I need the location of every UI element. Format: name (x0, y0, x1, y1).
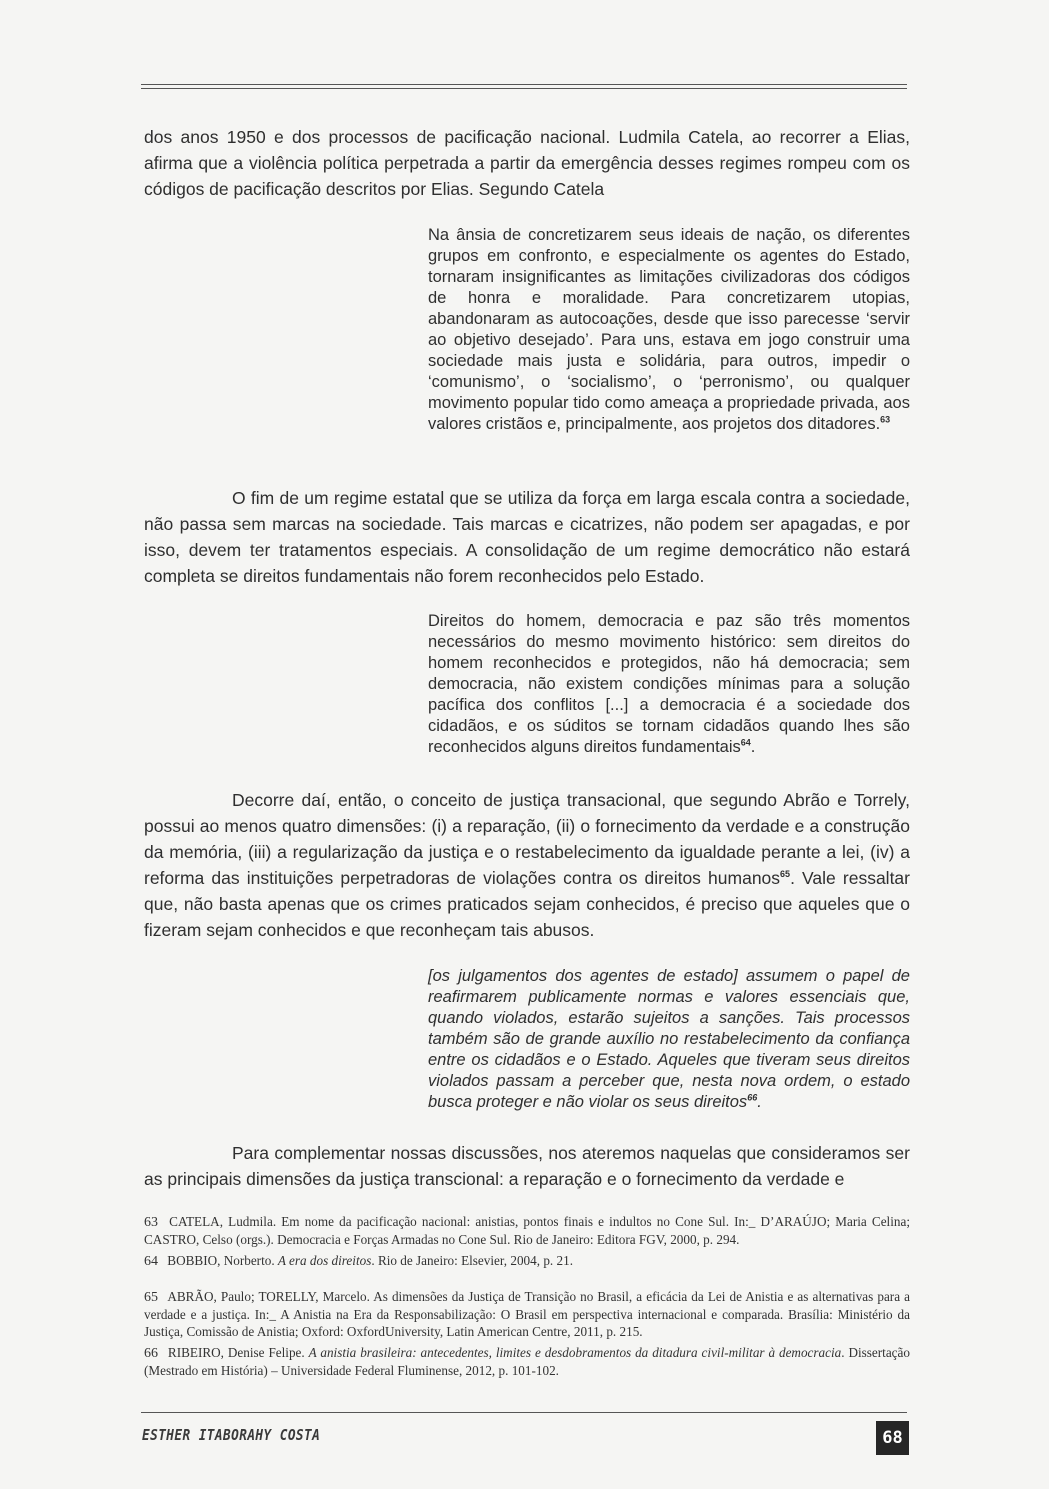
paragraph: dos anos 1950 e dos processos de pacificação nacional. Ludmila Catela, ao recorrer a Elias, afirma que a violência política perpetrada a partir da emergência desses regimes rompeu com os códigos de pacificação descritos por Elias. Segundo Catela (144, 127, 910, 199)
footnote-ref[interactable]: 66 (747, 1092, 758, 1103)
footer-rule (141, 1412, 907, 1413)
footnote-ref[interactable]: 64 (740, 737, 751, 748)
paragraph: Para complementar nossas discussões, nos ateremos naquelas que consideramos ser as principais dimensões da justiça transcional: a reparação e o fornecimento da verdade e (144, 1143, 910, 1189)
block-quote: Na ânsia de concretizarem seus ideais de nação, os diferentes grupos em confronto, e especialmente os agentes do Estado, tornaram insignificantes as limitações civilizadoras dos códigos de honra e moralidade. Para concretizarem utopias, abandonaram as autocoações, desde que isso parecesse ‘servir ao objetivo desejado’. Para uns, estava em jogo construir uma sociedade mais justa e solidária, para outros, impedir o ‘comunismo’, o ‘socialismo’, o ‘perronismo’, ou qualquer movimento popular tido como ameaça a propriedade privada, aos valores cristãos e, principalmente, aos projetos dos ditadores.$^{63}$ (428, 226, 910, 433)
footnote-63: 63 CATELA, Ludmila. Em nome da pacificação nacional: anistias, pontos finais e indultos no Cone Sul. In:_ D’ARAÚJO; Maria Celina; CASTRO, Celso (orgs.). Democracia e Forças Armadas no Cone Sul. Rio de Janeiro: Editora FGV, 2000, p. 294. (144, 1214, 910, 1247)
paragraph: Decorre daí, então, o conceito de justiça transacional, que segundo Abrão e Torrely, possui ao menos quatro dimensões: (i) a reparação, (ii) o fornecimento da verdade e a construção da memória, (iii) a regularização da justiça e o restabelecimento da igualdade perante a lei, (iv) a reforma das instituições perpetradoras de violações contra os direitos humanos$^{65}$. Vale ressaltar que, não basta apenas que os crimes praticados sejam conhecidos, é preciso que aqueles que o fizeram sejam conhecidos e que reconheçam tais abusos. (144, 790, 910, 940)
footnote-65: 65 ABRÃO, Paulo; TORELLY, Marcelo. As dimensões da Justiça de Transição no Brasil, a eficácia da Lei de Anistia e as alternativas para a verdade e a justiça. In:_ A Anistia na Era da Responsabilização: O Brasil em perspectiva internacional e comparada. Brasília: Ministério da Justiça, Comissão de Anistia; Oxford: OxfordUniversity, Latin American Centre, 2011, p. 215. (144, 1289, 910, 1339)
author-name: ESTHER ITABORAHY COSTA (142, 1426, 321, 1444)
footnotes (144, 1213, 910, 1383)
footnote-ref[interactable]: 63 (880, 414, 891, 425)
footnote-64: 64 BOBBIO, Norberto. A era dos direitos. Rio de Janeiro: Elsevier, 2004, p. 21. (144, 1253, 573, 1269)
block-quote: Direitos do homem, democracia e paz são três momentos necessários do mesmo movimento histórico: sem direitos do homem reconhecidos e protegidos, não há democracia; sem democracia, não existem condições mínimas para a solução pacífica dos conflitos [...] a democracia é a sociedade dos cidadãos, e os súditos se tornam cidadãos quando lhes são reconhecidos alguns direitos fundamentais$^{64}$. (428, 612, 910, 756)
footnote-ref[interactable]: 65 (780, 869, 791, 880)
header-rule (141, 84, 907, 89)
paragraph: O fim de um regime estatal que se utiliza da força em larga escala contra a sociedade, não passa sem marcas na sociedade. Tais marcas e cicatrizes, não podem ser apagadas, e por isso, devem ter tratamentos especiais. A consolidação de um regime democrático não estará completa se direitos fundamentais não forem reconhecidos pelo Estado. (144, 488, 910, 586)
page-number: 68 (876, 1421, 909, 1455)
block-quote: [os julgamentos dos agentes de estado] assumem o papel de reafirmarem publicamente normas e valores essenciais que, quando violados, estarão sujeitos a sanções. Tais processos também são de grande auxílio no restabelecimento da confiança entre os cidadãos e o Estado. Aqueles que tiveram seus direitos violados passam a perceber que, nesta nova ordem, o estado busca proteger e não violar os seus direitos$^{66}$. (428, 967, 910, 1111)
footnote-66: 66 RIBEIRO, Denise Felipe. A anistia brasileira: antecedentes, limites e desdobramentos da ditadura civil-militar à democracia. Dissertação (Mestrado em História) – Universidade Federal Fluminense, 2012, p. 101-102. (144, 1345, 910, 1378)
